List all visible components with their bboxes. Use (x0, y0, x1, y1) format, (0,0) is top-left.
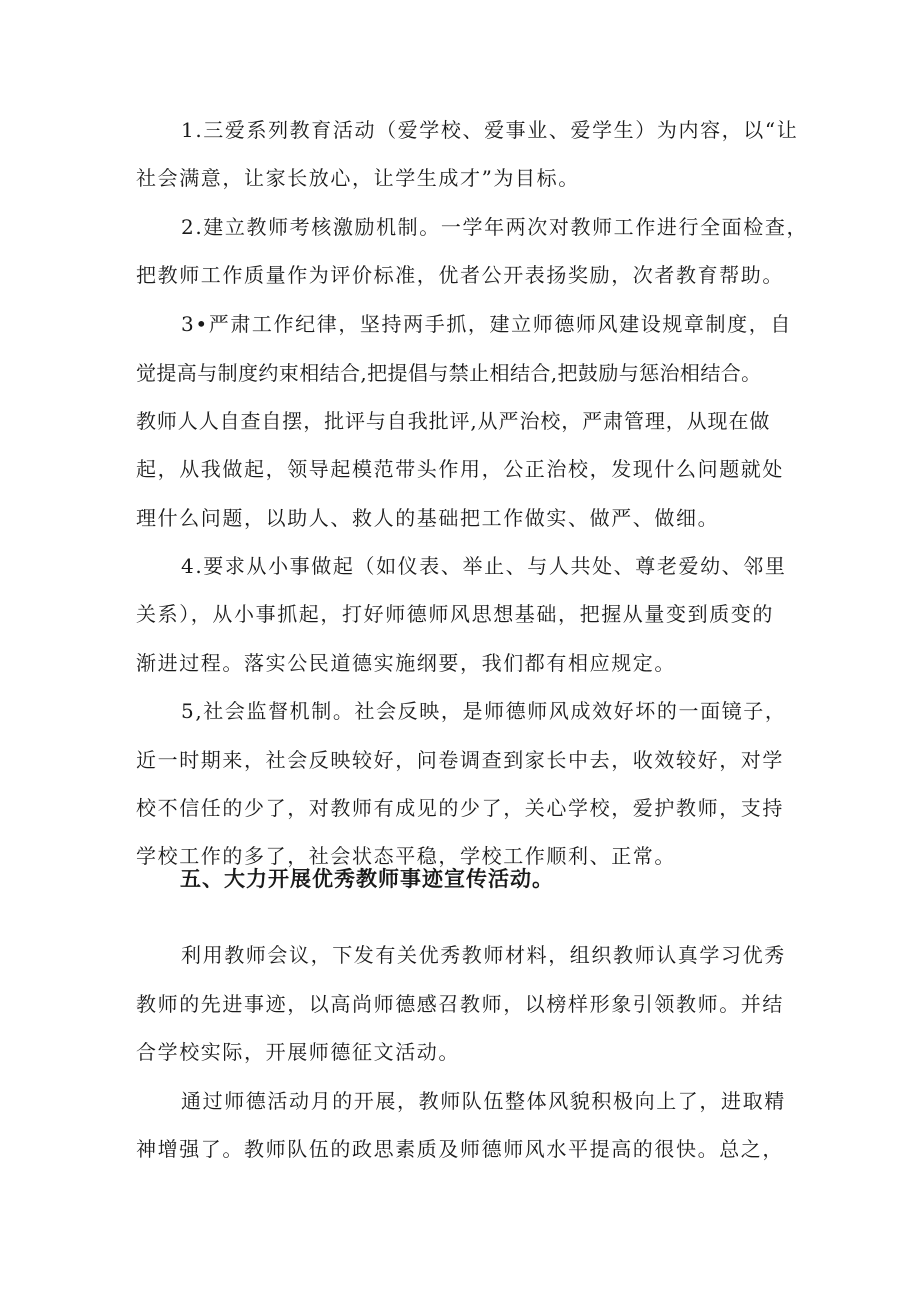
paragraph-line: 合学校实际，开展师德征文活动。 (136, 1040, 460, 1064)
paragraph-line: 学校工作的多了，社会状态平稳，学校工作顺利、正常。 (136, 844, 676, 868)
paragraph-line: 理什么问题，以助人、救人的基础把工作做实、做严、做细。 (136, 506, 720, 530)
paragraph-line: 教师的先进事迹，以高尚师德感召教师，以榜样形象引领教师。并结 (136, 992, 784, 1016)
paragraph-line: 把教师工作质量作为评价标准，优者公开表扬奖励，次者教育帮助。 (136, 263, 784, 287)
paragraph-line: 近一时期来，社会反映较好，问卷调查到家长中去，收效较好，对学 (136, 748, 784, 772)
paragraph-line: 2.建立教师考核激励机制。一学年两次对教师工作进行全面检查， (181, 215, 809, 239)
paragraph-line: 4.要求从小事做起（如仪表、举止、与人共处、尊老爱幼、邻里 (181, 554, 787, 578)
paragraph-line: 利用教师会议，下发有关优秀教师材料，组织教师认真学习优秀 (181, 943, 786, 967)
paragraph-line: 关系），从小事抓起，打好师德师风思想基础，把握从量变到质变的 (136, 602, 774, 626)
paragraph-line: 1.三爱系列教育活动（爱学校、爱事业、爱学生）为内容，以“让 (181, 118, 799, 142)
paragraph-line: 教师人人自查自摆，批评与自我批评,从严治校，严肃管理，从现在做 (136, 409, 771, 433)
paragraph-line: 5,社会监督机制。社会反映，是师德师风成效好坏的一面镜子， (181, 699, 787, 723)
paragraph-line: 起，从我做起，领导起模范带头作用，公正治校，发现什么问题就处 (136, 457, 784, 481)
section-heading: 五、大力开展优秀教师事迹宣传活动。 (180, 867, 554, 891)
paragraph-line: 神增强了。教师队伍的政思素质及师德师风水平提高的很快。总之， (136, 1137, 784, 1161)
paragraph-line: 通过师德活动月的开展，教师队伍整体风貌积极向上了，进取精 (181, 1089, 786, 1113)
paragraph-line: 社会满意，让家长放心，让学生成才”为目标。 (136, 166, 580, 190)
paragraph-line: 渐进过程。落实公民道德实施纲要，我们都有相应规定。 (136, 651, 676, 675)
paragraph-line: 校不信任的少了，对教师有成见的少了，关心学校，爱护教师，支持 (136, 796, 784, 820)
paragraph-line: 3•严肃工作纪律，坚持两手抓，建立师德师风建设规章制度，自 (181, 312, 792, 336)
paragraph-line: 觉提高与制度约束相结合,把提倡与禁止相结合,把鼓励与惩治相结合。 (136, 361, 762, 385)
